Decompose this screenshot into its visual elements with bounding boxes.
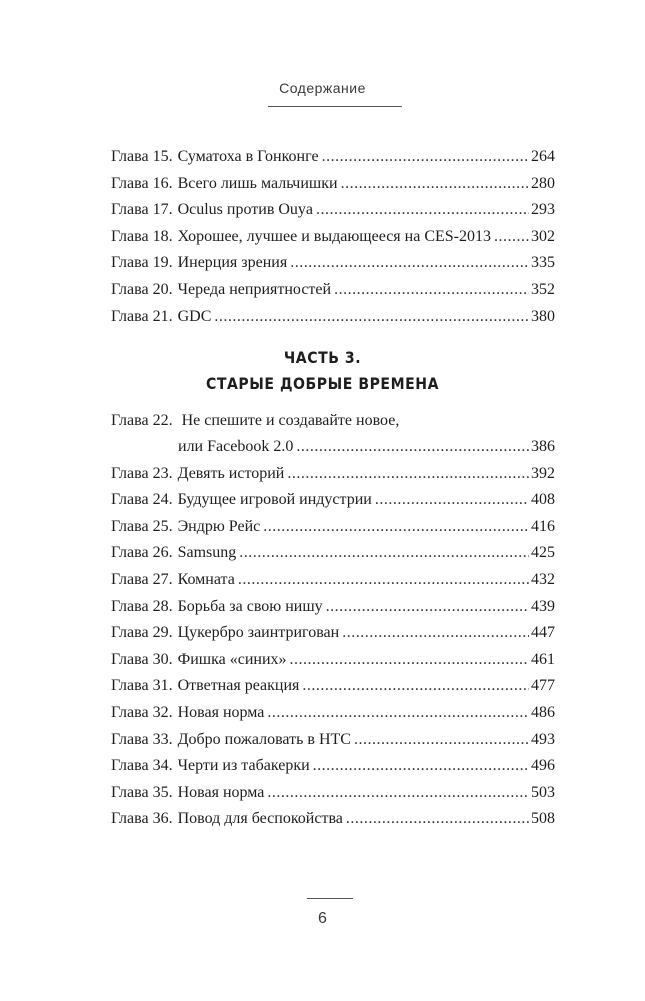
chapter-number: Глава 20. <box>111 280 173 298</box>
toc-entry[interactable] <box>111 753 555 780</box>
chapter-number: Глава 25. <box>111 517 173 535</box>
toc-list-part2 <box>111 144 555 330</box>
toc-entry[interactable] <box>111 673 555 700</box>
chapter-page: 439 <box>531 597 555 615</box>
toc-entry[interactable] <box>111 727 555 754</box>
toc-entry[interactable] <box>111 567 555 594</box>
page-number: 6 <box>318 910 327 927</box>
chapter-number: Глава 29. <box>111 624 173 642</box>
chapter-title: Не спешите и создавайте новое, <box>181 412 400 429</box>
chapter-title: Новая норма <box>177 783 265 801</box>
toc-entry[interactable] <box>111 224 555 251</box>
chapter-number: Глава 18. <box>111 227 173 245</box>
dot-leader <box>342 620 529 646</box>
dot-leader <box>214 304 529 330</box>
chapter-title-continued: или Facebook 2.0 <box>178 438 294 455</box>
chapter-number: Глава 22. <box>111 412 173 429</box>
part-number: ЧАСТЬ 3. <box>283 348 362 367</box>
chapter-number: Глава 26. <box>111 544 173 562</box>
chapter-page: 352 <box>531 280 555 298</box>
chapter-page: 503 <box>531 783 555 801</box>
dot-leader <box>238 567 529 593</box>
chapter-page: 461 <box>531 650 555 668</box>
chapter-page: 477 <box>531 677 555 695</box>
chapter-page: 425 <box>531 544 555 562</box>
chapter-title: GDC <box>177 307 212 325</box>
chapter-number: Глава 27. <box>111 570 173 588</box>
chapter-page: 408 <box>531 491 555 509</box>
toc-entry[interactable] <box>111 540 555 567</box>
chapter-number: Глава 36. <box>111 810 173 828</box>
chapter-page: 392 <box>531 464 555 482</box>
toc-entry[interactable] <box>111 780 555 807</box>
chapter-number: Глава 32. <box>111 703 173 721</box>
chapter-page: 508 <box>531 810 555 828</box>
chapter-number: Глава 21. <box>111 307 173 325</box>
chapter-page: 264 <box>531 148 555 165</box>
chapter-number: Глава 24. <box>111 491 173 509</box>
chapter-number: Глава 34. <box>111 757 173 775</box>
chapter-title: Повод для беспокойства <box>177 810 343 828</box>
chapter-number: Глава 31. <box>111 677 173 695</box>
chapter-title: Суматоха в Гонконге <box>177 148 319 165</box>
chapter-number: Глава 19. <box>111 254 173 272</box>
chapter-number: Глава 35. <box>111 783 173 801</box>
chapter-page: 486 <box>531 703 555 721</box>
chapter-title: Эндрю Рейс <box>177 517 261 535</box>
dot-leader <box>302 673 529 699</box>
chapter-number: Глава 15. <box>111 148 173 165</box>
chapter-title: Добро пожаловать в НТС <box>177 730 351 748</box>
chapter-title: Всего лишь мальчишки <box>177 174 338 192</box>
footer-rule <box>307 898 353 899</box>
dot-leader <box>313 753 529 779</box>
dot-leader <box>322 144 529 170</box>
running-head: Содержание <box>279 80 366 96</box>
chapter-number: Глава 23. <box>111 464 173 482</box>
dot-leader <box>494 224 529 250</box>
toc-entry[interactable] <box>111 304 555 331</box>
toc-entry[interactable] <box>111 171 555 198</box>
dot-leader <box>290 647 529 673</box>
chapter-page: 293 <box>531 201 555 219</box>
dot-leader <box>296 434 529 460</box>
chapter-number: Глава 30. <box>111 650 173 668</box>
toc-entry-line2 <box>111 434 555 461</box>
chapter-title: Samsung <box>177 544 237 562</box>
chapter-title: Инерция зрения <box>177 254 288 272</box>
dot-leader <box>341 171 529 197</box>
toc-entry[interactable] <box>111 700 555 727</box>
dot-leader <box>263 514 529 540</box>
chapter-title: Хорошее, лучшее и выдающееся на CES-2013 <box>177 227 491 245</box>
chapter-title: Девять историй <box>177 464 285 482</box>
toc-entry[interactable] <box>111 514 555 541</box>
toc-entry[interactable] <box>111 408 555 461</box>
chapter-page: 335 <box>531 254 555 272</box>
chapter-title: Oculus против Ouya <box>177 201 314 219</box>
toc-entry[interactable] <box>111 487 555 514</box>
toc-entry[interactable] <box>111 647 555 674</box>
toc-entry[interactable] <box>111 461 555 488</box>
chapter-page: 386 <box>531 438 555 455</box>
toc-entry[interactable] <box>111 250 555 277</box>
chapter-page: 493 <box>531 730 555 748</box>
chapter-page: 280 <box>531 174 555 192</box>
dot-leader <box>267 700 529 726</box>
chapter-title: Борьба за свою нишу <box>177 597 323 615</box>
chapter-page: 496 <box>531 757 555 775</box>
dot-leader <box>239 540 529 566</box>
chapter-title: Цукербро заинтригован <box>177 624 340 642</box>
chapter-title: Комната <box>177 570 235 588</box>
chapter-title: Череда неприятностей <box>177 280 332 298</box>
toc-entry[interactable] <box>111 620 555 647</box>
toc-entry[interactable] <box>111 277 555 304</box>
chapter-number: Глава 16. <box>111 174 173 192</box>
chapter-title: Будущее игровой индустрии <box>177 491 372 509</box>
chapter-page: 416 <box>531 517 555 535</box>
dot-leader <box>326 594 529 620</box>
dot-leader <box>375 487 529 513</box>
chapter-title: Новая норма <box>177 703 265 721</box>
chapter-page: 302 <box>531 227 555 245</box>
chapter-number: Глава 33. <box>111 730 173 748</box>
toc-entry[interactable] <box>111 144 555 171</box>
toc-list-part3 <box>111 408 555 833</box>
dot-leader <box>316 197 529 223</box>
chapter-title: Ответная реакция <box>177 677 300 695</box>
part-heading <box>39 345 607 397</box>
chapter-number: Глава 17. <box>111 201 173 219</box>
chapter-title: Черти из табакерки <box>177 757 310 775</box>
chapter-page: 380 <box>531 307 555 325</box>
dot-leader <box>287 461 529 487</box>
dot-leader <box>267 780 529 806</box>
running-head-rule <box>268 106 402 107</box>
toc-entry-line1 <box>111 408 555 434</box>
dot-leader <box>290 250 529 276</box>
toc-entry[interactable] <box>111 197 555 224</box>
dot-leader <box>354 727 529 753</box>
toc-entry[interactable] <box>111 806 555 833</box>
chapter-number: Глава 28. <box>111 597 173 615</box>
part-title: СТАРЫЕ ДОБРЫЕ ВРЕМЕНА <box>205 374 440 393</box>
dot-leader <box>334 277 529 303</box>
chapter-page: 432 <box>531 570 555 588</box>
toc-entry[interactable] <box>111 594 555 621</box>
chapter-title: Фишка «синих» <box>177 650 287 668</box>
dot-leader <box>346 806 529 832</box>
chapter-page: 447 <box>531 624 555 642</box>
